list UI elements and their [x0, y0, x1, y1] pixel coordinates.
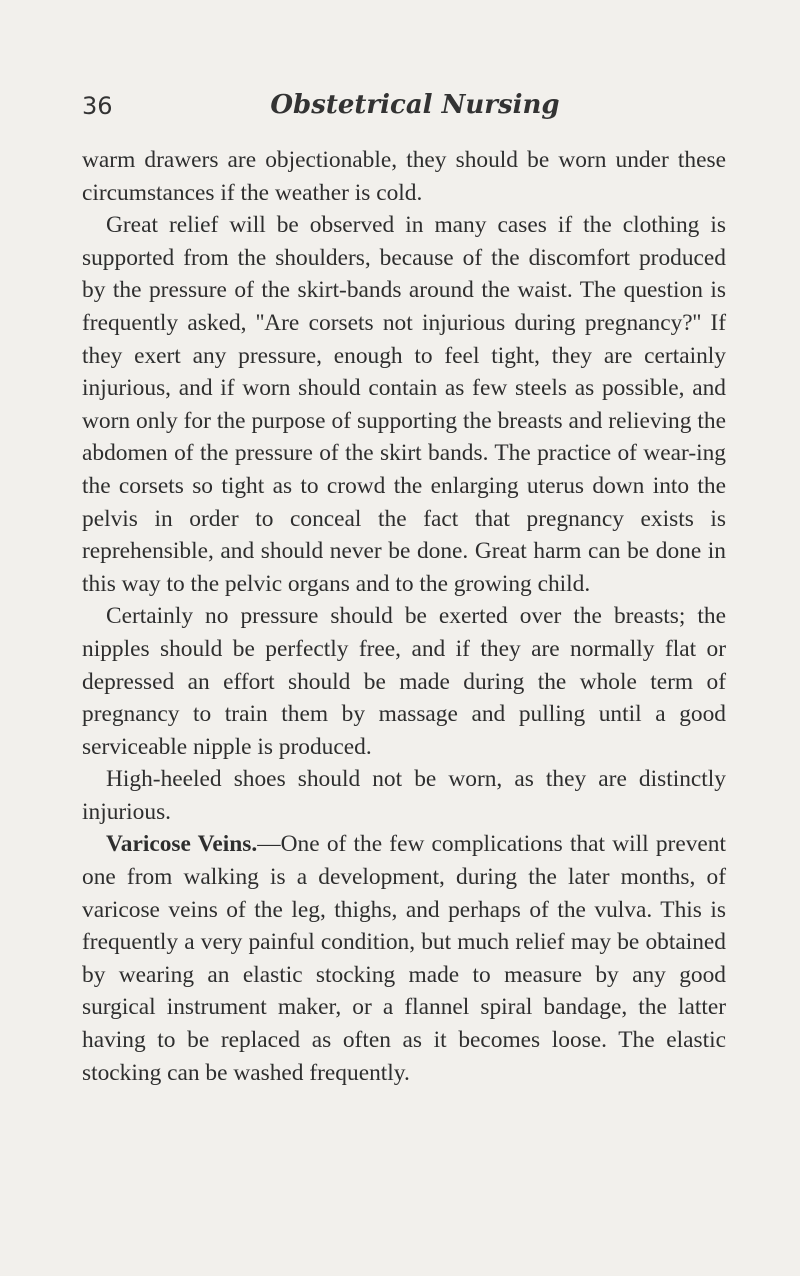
paragraph: warm drawers are objectionable, they should be worn under these circumstances if the weather is cold.	[82, 147, 726, 206]
page-header	[82, 92, 722, 128]
running-title: Obstetrical Nursing	[270, 90, 560, 120]
body-text	[82, 144, 726, 1089]
paragraph: Great relief will be observed in many cases if the clothing is supported from the shoulders, because of the discomfort produced by the pressure of the skirt-bands around the waist. The question is frequently asked, ''Are corsets not injurious during pregnancy?'' If they exert any pressure, enough to feel tight, they are certainly injurious, and if worn should contain as few steels as possible, and worn only for the purpose of supporting the breasts and relieving the abdomen of the pressure of the skirt bands. The practice of wear-ing the corsets so tight as to crowd the enlarging uterus down into the pelvis in order to conceal the fact that pregnancy exists is reprehensible, and should never be done. Great harm can be done in this way to the pelvic organs and to the growing child.	[82, 212, 726, 597]
paragraph-text: —One of the few complications that will prevent one from walking is a development, during the later months, of varicose veins of the leg, thighs, and perhaps of the vulva. This is frequently a very painful condition, but much relief may be obtained by wearing an elastic stocking made to measure by any good surgical instrument maker, or a flannel spiral bandage, the latter having to be replaced as often as it becomes loose. The elastic stocking can be washed frequently.	[82, 831, 726, 1086]
paragraph-varicose-veins	[82, 828, 726, 1089]
paragraph: Certainly no pressure should be exerted over the breasts; the nipples should be perfectly free, and if they are normally flat or depressed an effort should be made during the whole term of pregnancy to train them by massage and pulling until a good serviceable nipple is produced.	[82, 603, 726, 760]
section-heading: Varicose Veins.	[106, 831, 258, 858]
page-number: 36	[82, 92, 113, 120]
paragraph: High-heeled shoes should not be worn, as they are distinctly injurious.	[82, 766, 726, 825]
